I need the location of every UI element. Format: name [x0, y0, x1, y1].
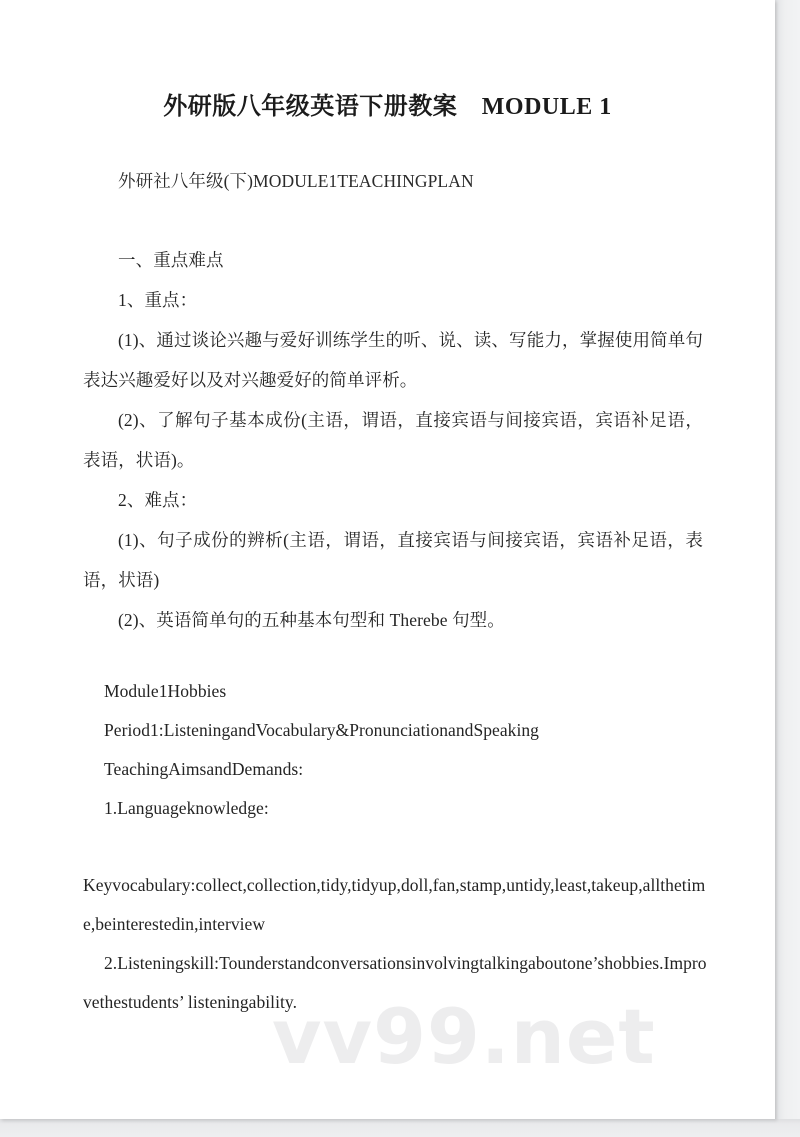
site-watermark: vv99.net — [272, 992, 656, 1081]
section-heading-key-difficult-points: 一、重点难点 — [118, 250, 224, 270]
page-title: 外研版八年级英语下册教案 MODULE 1 — [163, 94, 612, 120]
document-subtitle: 外研社八年级(下)MODULE1TEACHINGPLAN — [118, 171, 474, 191]
module-line: Module1Hobbies — [104, 681, 227, 701]
language-knowledge-line: 1.Languageknowledge: — [104, 798, 269, 818]
period-line: Period1:ListeningandVocabulary&PronunciationandSpeaking — [104, 720, 539, 740]
subheading-difficult-points: 2、难点： — [118, 490, 198, 510]
chinese-body-section — [83, 240, 703, 640]
key-vocabulary-line: Keyvocabulary:collect,collection,tidy,tidyup,doll,fan,stamp,untidy,least,takeup,allthetime,beinterestedin,interview — [83, 875, 706, 934]
subheading-key-points: 1、重点： — [118, 290, 198, 310]
key-point-item-1: (1)、通过谈论兴趣与爱好训练学生的听、说、读、写能力，掌握使用简单句表达兴趣爱好以及对兴趣爱好的简单评析。 — [83, 330, 703, 390]
difficult-point-item-1: (1)、句子成份的辨析(主语，谓语，直接宾语与间接宾语，宾语补足语，表语，状语) — [83, 530, 703, 590]
page-right-edge — [775, 0, 800, 1119]
listening-skill-line: 2.Listeningskill:Tounderstandconversationsinvolvingtalkingaboutone’shobbies.Improvethestudents’ listeningability. — [83, 953, 707, 1012]
teaching-aims-line: TeachingAimsandDemands: — [104, 759, 304, 779]
difficult-point-item-2: (2)、英语简单句的五种基本句型和 Therebe 句型。 — [118, 610, 505, 630]
english-teaching-plan-section — [83, 672, 703, 828]
page-bottom-edge — [0, 1119, 800, 1137]
key-point-item-2: (2)、了解句子基本成份(主语，谓语，直接宾语与间接宾语，宾语补足语，表语，状语)。 — [83, 410, 703, 470]
